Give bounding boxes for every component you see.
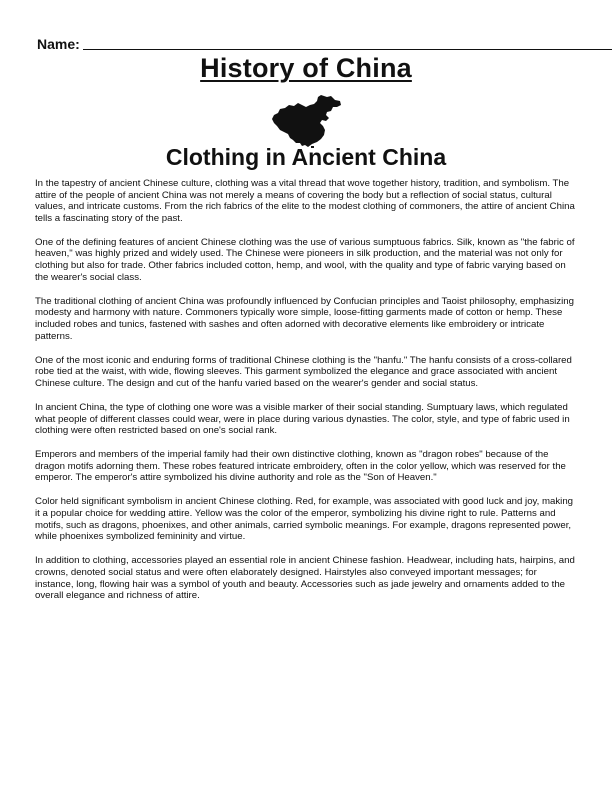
paragraph-hanfu: One of the most iconic and enduring forms of traditional Chinese clothing is the "hanfu." The hanfu consists of a cross-collared robe tied at the waist, with wide, flowing sleeves. This garment symbolized the elegance and grace associated with ancient Chinese culture. The design and cut of the hanfu varied based on the wearer's gender and social status. <box>35 354 572 389</box>
paragraph-fabrics: One of the defining features of ancient Chinese clothing was the use of various sumptuous fabrics. Silk, known as "the fabric of heaven," was highly prized and widely used. The Chinese were pioneers in silk production, and the material was not only for clothing but also for trade. Other fabrics included cotton, hemp, and wool, with the quality and type of fabric varying based on the wearer's social class. <box>35 236 575 283</box>
china-map-icon <box>271 94 343 148</box>
section-title: Clothing in Ancient China <box>165 144 447 170</box>
paragraph-accessories: In addition to clothing, accessories played an essential role in ancient Chinese fashion. Headwear, including hats, hairpins, and crowns, denoted social status and were often elaborately designed. Hairstyles also conveyed important messages; for instance, long, flowing hair was a symbol of youth and beauty. Accessories such as jade jewelry and ornaments added to the overall elegance and richness of attire. <box>35 555 575 602</box>
paragraph-intro: In the tapestry of ancient Chinese culture, clothing was a vital thread that wove together history, tradition, and symbolism. The attire of the people of ancient China was not merely a means of covering the body but a reflection of social status, cultural values, and intricate customs. From the rich fabrics of the elite to the modest clothing of commoners, the attire of ancient China tells a fascinating story of the past. <box>35 178 575 224</box>
paragraph-color-symbolism: Color held significant symbolism in ancient Chinese clothing. Red, for example, was associated with good luck and joy, making it a popular choice for wedding attire. Yellow was the color of the emperor, symbolizing his divine right to rule. Patterns and motifs, such as dragons, phoenixes, and other animals, carried symbolic meanings. For example, dragons represented power, while phoenixes symbolized femininity and virtue. <box>35 496 574 543</box>
page-title: History of China <box>200 53 412 83</box>
paragraph-traditional-clothing: The traditional clothing of ancient China was profoundly influenced by Confucian principles and Taoist philosophy, emphasizing modesty and harmony with nature. Commoners typically wore simple, loose-fitting garments made of cotton or hemp. These included robes and tunics, fastened with sashes and often adorned with decorative elements like embroidery or intricate patterns. <box>35 295 574 342</box>
paragraph-social-standing: In ancient China, the type of clothing one wore was a visible marker of their social standing. Sumptuary laws, which regulated what people of different classes could wear, were in place during various dynasties. The color, style, and type of fabric used in clothing were often restricted based on one's social rank. <box>35 401 570 437</box>
article-body <box>35 178 577 614</box>
name-write-line[interactable] <box>83 49 612 50</box>
name-field-row <box>37 34 577 54</box>
paragraph-dragon-robes: Emperors and members of the imperial family had their own distinctive clothing, known as "dragon robes" because of the dragon motifs adorning them. These robes featured intricate embroidery, often in the color yellow, which was reserved for the emperor. The emperor's attire symbolized his divine authority and role as the "Son of Heaven." <box>35 449 566 484</box>
name-label: Name: <box>37 36 80 52</box>
